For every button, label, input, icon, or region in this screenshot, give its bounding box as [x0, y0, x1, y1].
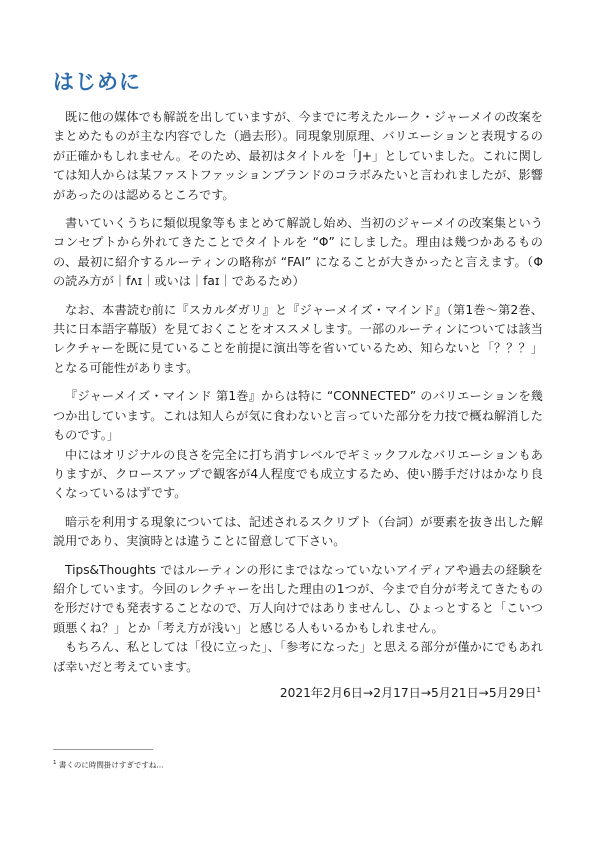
footnote [53, 758, 164, 771]
footnote-mark: 1 [53, 760, 57, 766]
date-text: 2021年2月6日→2月17日→5月21日→5月29日 [279, 686, 537, 701]
paragraph-suggestion: 暗示を利用する現象については、記述されるスクリプト（台詞）が要素を抜き出した解説用であり、実演時とは違うことに留意して下さい。 [53, 514, 543, 549]
paragraph-prerequisites: なお、本書読む前に『スカルダガリ』と『ジャーメイズ・マインド』（第1巻〜第2巻、共に日本語字幕版）を見ておくことをオススメします。一部のルーティンについては該当レクチャーを既に見ていることを前提に演出等を省いているため、知らないと「？？？」となる可能性があります。 [53, 302, 543, 375]
paragraph-closing: もちろん、私としては「役に立った」、「参考になった」と思える部分が僅かにでもあれば幸いだと考えています。 [53, 640, 543, 674]
paragraph-gimmick: 中にはオリジナルの良さを完全に打ち消すレベルでギミックフルなバリエーションもありますが、クロースアップで観客が4人程度でも成立するため、使い勝手だけはかなり良くなっているはずです。 [53, 447, 543, 501]
footnote-reference: 1 [536, 686, 541, 694]
paragraph-tips: Tips&Thoughts ではルーティンの形にまではなっていないアイディアや過去の経験を紹介しています。今回のレクチャーを出した理由の1つが、今まで自分が考えてきたものを形だけでも発表することなので、万人向けではありませんし、ひょっとすると「こいつ頭悪くね？」とか「考え方が浅い」と感じる人もいるかもしれません。 [53, 562, 543, 635]
footnote-divider [53, 749, 153, 750]
date-line [280, 681, 541, 703]
page-title: はじめに [53, 70, 141, 94]
paragraph-connected: 『ジャーメイズ・マインド 第1巻』からは特に “CONNECTED” のバリエーションを幾つか出しています。これは知人らが気に食わないと言っていた部分を力技で概ね解消したものです。」 [53, 389, 543, 443]
body-text [53, 108, 543, 686]
paragraph-intro: 既に他の媒体でも解説を出していますが、今までに考えたルーク・ジャーメイの改案をまとめたものが主な内容でした（過去形）。同現象別原理、バリエーションと表現するのが正確かもしれません。そのため、最初はタイトルを「J+」としていました。これに関しては知人からは某ファストファッションブランドのコラボみたいと言われましたが、影響があったのは認めるところです。 [53, 110, 543, 202]
footnote-text: 書くのに時間掛けすぎですね... [58, 760, 164, 770]
paragraph-title-change: 書いていくうちに類似現象等もまとめて解説し始め、当初のジャーメイの改案集というコンセプトから外れてきたことでタイトルを “Φ” にしました。理由は幾つかあるものの、最初に紹介するルーティンの略称が “FAI” になることが大きかったと言えます。（Φの読み方が｜fʌɪ｜或いは｜faɪ｜であるため） [53, 216, 543, 289]
